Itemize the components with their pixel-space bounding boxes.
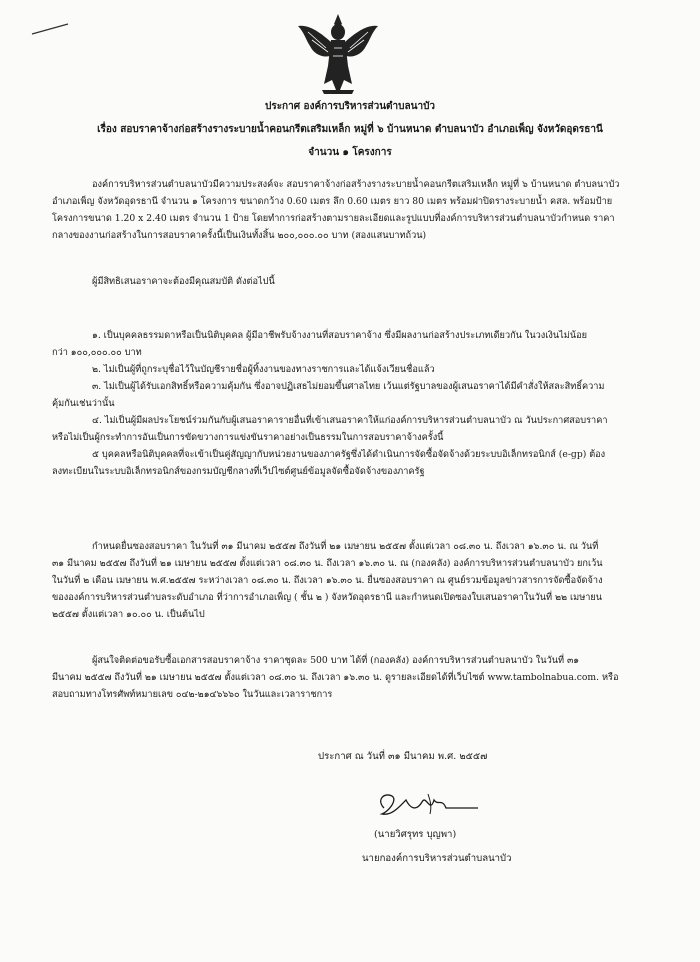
contact-line: สอบถามทางโทรศัพท์หมายเลข ๐๔๒-๒๑๔๖๖๖๐ ในวันและเวลาราชการ: [52, 689, 333, 700]
qualification-item: ๑. เป็นบุคคลธรรมดาหรือเป็นนิติบุคคล ผู้มีอาชีพรับจ้างงานที่สอบราคาจ้าง ซึ่งมีผลงานก่อสร้างประเภทเดียวกัน ในวงเงินไม่น้อย: [92, 330, 588, 341]
contact-line: มีนาคม ๒๕๕๗ ถึงวันที่ ๒๑ เมษายน ๒๕๕๗ ตั้งแต่เวลา ๐๘.๓๐ น. ถึงเวลา ๑๖.๓๐ น. ดูรายละเอียดได้ที่เว็บไซต์ www.tambolnabua.com. หรือ: [52, 672, 619, 683]
intro-line: กลางของงานก่อสร้างในการสอบราคาครั้งนี้เป็นเงินทั้งสิ้น ๒๐๐,๐๐๐.๐๐ บาท (สองแสนบาทถ้วน): [52, 230, 427, 241]
qualification-item: ลงทะเบียนในระบบอิเล็กทรอนิกส์ของกรมบัญชีกลางที่เว็ปไซต์ศูนย์ข้อมูลจัดซื้อจัดจ้างของภาครัฐ: [52, 466, 425, 477]
qualification-item: ๔. ไม่เป็นผู้มีผลประโยชน์ร่วมกันกับผู้เสนอราคารายอื่นที่เข้าเสนอราคาให้แก่องค์การบริหารส่วนตำบลนาบัว ณ วันประกาศสอบราคา: [92, 415, 608, 426]
qualification-item: ๓. ไม่เป็นผู้ได้รับเอกสิทธิ์หรือความคุ้มกัน ซึ่งอาจปฏิเสธไม่ยอมขึ้นศาลไทย เว้นแต่รัฐบาลของผู้เสนอราคาได้มีคำสั่งให้สละสิทธิ์ความ: [92, 381, 605, 392]
schedule-line: ๓๑ มีนาคม ๒๕๕๗ ถึงวันที่ ๒๑ เมษายน ๒๕๕๗ ตั้งแต่เวลา ๐๘.๓๐ น. ถึงเวลา ๑๖.๓๐ น. ณ (กองคลัง) องค์การบริหารส่วนตำบลนาบัว ยกเว้น: [52, 558, 603, 569]
signature: [372, 788, 482, 822]
schedule-line: กำหนดยื่นซองสอบราคา ในวันที่ ๓๑ มีนาคม ๒๕๕๗ ถึงวันที่ ๒๑ เมษายน ๒๕๕๗ ตั้งแต่เวลา ๐๘.๓๐ น. ถึงเวลา ๑๖.๓๐ น. ณ วันที่: [92, 541, 599, 552]
garuda-emblem-icon: [296, 10, 380, 96]
schedule-line: ขององค์การบริหารส่วนตำบลระดับอำเภอ ที่ว่าการอำเภอเพ็ญ ( ชั้น ๒ ) จังหวัดอุดรธานี และกำหนดเปิดซองใบเสนอราคาในวันที่ ๒๒ เมษายน: [52, 592, 603, 603]
announcement-date: ประกาศ ณ วันที่ ๓๑ มีนาคม พ.ศ. ๒๕๕๗: [318, 751, 488, 762]
project-count: จำนวน ๑ โครงการ: [308, 147, 392, 158]
signatory-position: นายกองค์การบริหารส่วนตำบลนาบัว: [362, 853, 512, 864]
qualification-item: ๒. ไม่เป็นผู้ที่ถูกระบุชื่อไว้ในบัญชีรายชื่อผู้ทิ้งงานของทางราชการและได้แจ้งเวียนชื่อแล้ว: [92, 364, 435, 375]
qualification-item: ๕ บุคคลหรือนิติบุคคลที่จะเข้าเป็นคู่สัญญากับหน่วยงานของภาครัฐซึ่งได้ดำเนินการจัดซื้อจัดจ้างด้วยระบบอิเล็กทรอนิกส์ (e-gp) ต้อง: [92, 449, 606, 460]
intro-line: อำเภอเพ็ญ จังหวัดอุดรธานี จำนวน ๑ โครงการ ขนาดกว้าง 0.60 เมตร ลึก 0.60 เมตร ยาว 80 เมตร พร้อมฝาปิดรางระบายน้ำ คสล. พร้อมป้าย: [52, 196, 613, 207]
qualifications-heading: ผู้มีสิทธิเสนอราคาจะต้องมีคุณสมบัติ ดังต่อไปนี้: [92, 276, 275, 287]
qualification-item: หรือไม่เป็นผู้กระทำการอันเป็นการขัดขวางการแข่งขันราคาอย่างเป็นธรรมในการสอบราคาจ้างครั้งนี้: [52, 432, 444, 443]
signatory-name: (นายวิศรุทร บุญพา): [374, 829, 457, 840]
announcement-subject: เรื่อง สอบราคาจ้างก่อสร้างรางระบายน้ำคอนกรีตเสริมเหล็ก หมู่ที่ ๖ บ้านหนาด ตำบลนาบัว อำเภอเพ็ญ จังหวัดอุดรธานี: [97, 124, 603, 135]
schedule-line: ในวันที่ ๒ เดือน เมษายน พ.ศ.๒๕๕๗ ระหว่างเวลา ๐๘.๓๐ น. ถึงเวลา ๑๖.๓๐ น. ยื่นซองสอบราคา ณ ศูนย์รวมข้อมูลข่าวสารการจัดซื้อจัดจ้าง: [52, 575, 603, 586]
contact-line: ผู้สนใจติดต่อขอรับซื้อเอกสารสอบราคาจ้าง ราคาชุดละ 500 บาท ได้ที่ (กองคลัง) องค์การบริหารส่วนตำบลนาบัว ในวันที่ ๓๑: [92, 655, 580, 666]
qualification-item: คุ้มกันเช่นว่านั้น: [52, 398, 115, 409]
scan-mark: [30, 22, 70, 36]
announcement-title: ประกาศ องค์การบริหารส่วนตำบลนาบัว: [264, 101, 436, 112]
intro-line: องค์การบริหารส่วนตำบลนาบัวมีความประสงค์จะ สอบราคาจ้างก่อสร้างรางระบายน้ำคอนกรีตเสริมเหล็ก หมู่ที่ ๖ บ้านหนาด ตำบลนาบัว: [92, 179, 620, 190]
schedule-line: ๒๕๕๗ ตั้งแต่เวลา ๑๐.๐๐ น. เป็นต้นไป: [52, 609, 205, 620]
intro-line: โครงการขนาด 1.20 x 2.40 เมตร จำนวน 1 ป้าย โดยทำการก่อสร้างตามรายละเอียดและรูปแบบที่องค์การบริหารส่วนตำบลนาบัวกำหนด ราคา: [52, 213, 615, 224]
qualification-item: กว่า ๑๐๐,๐๐๐.๐๐ บาท: [52, 347, 142, 358]
